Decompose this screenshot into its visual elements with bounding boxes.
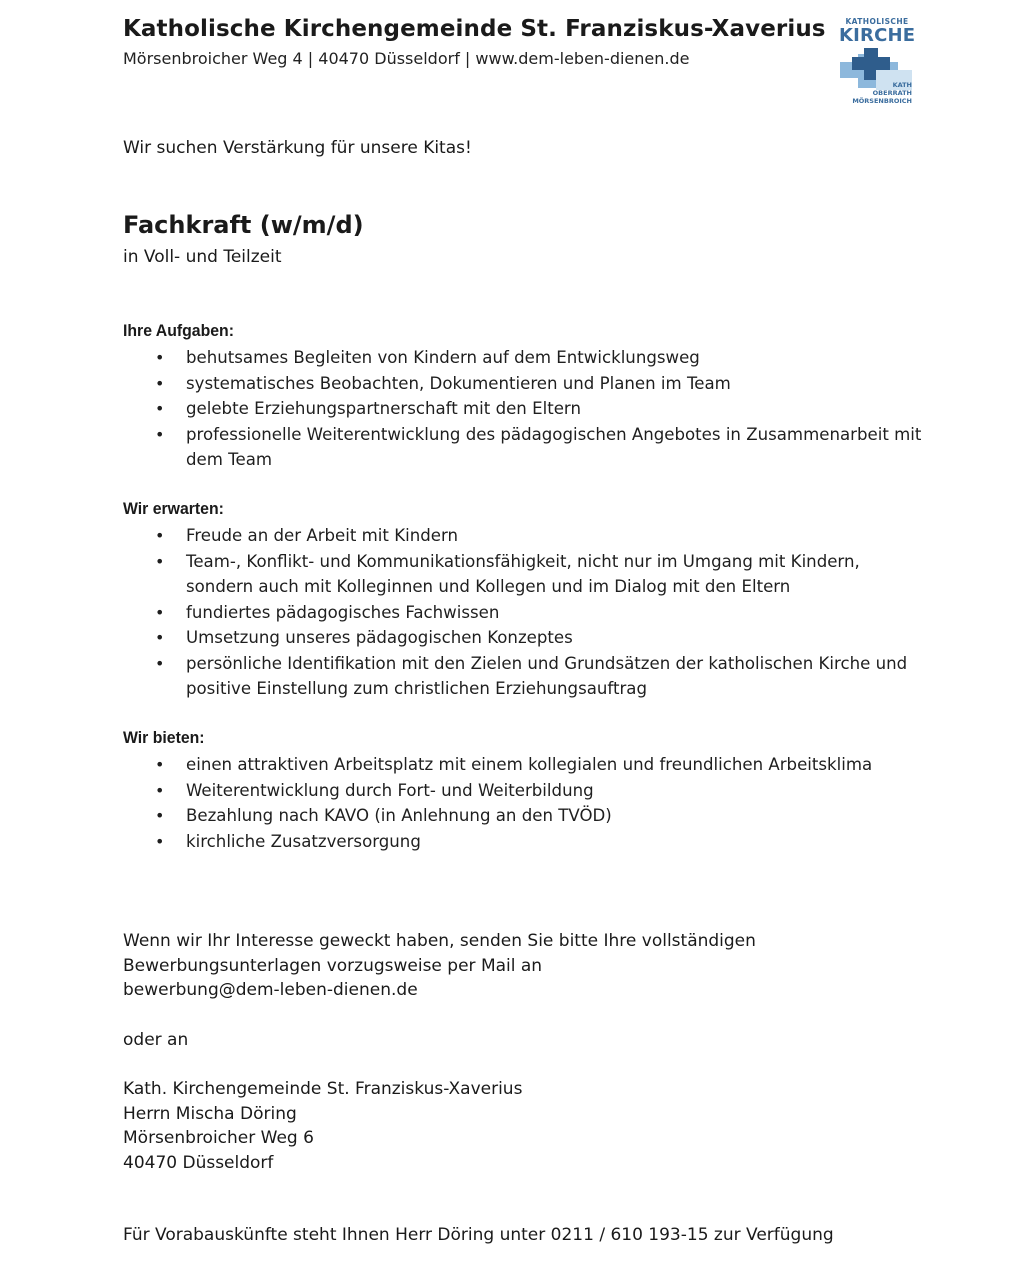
list-item bbox=[123, 523, 923, 549]
list-item-text: fundiertes pädagogisches Fachwissen bbox=[186, 602, 500, 622]
list-item bbox=[123, 778, 923, 804]
bullet-icon: • bbox=[155, 373, 165, 393]
list-item-text: Umsetzung unseres pädagogischen Konzeptes bbox=[186, 628, 573, 647]
bullet-icon: • bbox=[155, 780, 165, 800]
job-subtitle: in Voll- und Teilzeit bbox=[123, 247, 282, 267]
bullet-list bbox=[123, 345, 923, 473]
list-item bbox=[123, 803, 923, 829]
list-item bbox=[123, 600, 923, 626]
list-item bbox=[123, 752, 923, 778]
logo-text-kath: KATH bbox=[892, 81, 912, 89]
list-item bbox=[123, 549, 923, 600]
list-item bbox=[123, 625, 923, 651]
list-item bbox=[123, 829, 923, 855]
contact-line: Bewerbungsunterlagen vorzugsweise per Mail an bbox=[123, 955, 543, 976]
section-offers bbox=[123, 727, 923, 854]
logo-text-moersenbroich: MÖRSENBROICH bbox=[852, 97, 912, 105]
list-item-text: Freude an der Arbeit mit Kindern bbox=[186, 526, 458, 545]
list-item-text: behutsames Begleiten von Kindern auf dem Entwicklungsweg bbox=[186, 348, 700, 367]
section-heading: Wir bieten: bbox=[123, 728, 205, 747]
application-instructions bbox=[123, 929, 756, 1003]
bullet-icon: • bbox=[155, 424, 165, 444]
contact-line: Wenn wir Ihr Interesse geweckt haben, senden Sie bitte Ihre vollständigen bbox=[123, 931, 756, 951]
section-tasks bbox=[123, 320, 923, 473]
intro-text: Wir suchen Verstärkung für unsere Kitas! bbox=[123, 138, 472, 158]
list-item bbox=[123, 396, 923, 422]
list-item-text: professionelle Weiterentwicklung des pädagogischen Angebotes in Zusammenarbeit mit dem Team bbox=[186, 424, 922, 469]
bullet-icon: • bbox=[155, 602, 165, 622]
bullet-icon: • bbox=[155, 653, 165, 673]
list-item bbox=[123, 371, 923, 397]
list-item-text: kirchliche Zusatzversorgung bbox=[186, 831, 421, 851]
list-item bbox=[123, 422, 923, 473]
bullet-icon: • bbox=[155, 806, 165, 825]
list-item-text: Team-, Konflikt- und Kommunikationsfähigkeit, nicht nur im Umgang mit Kindern, sondern auch mit Kolleginnen und Kollegen und im Dialog mit den Eltern bbox=[186, 551, 860, 596]
address-line: Herrn Mischa Döring bbox=[123, 1103, 297, 1124]
section-heading: Ihre Aufgaben: bbox=[123, 321, 234, 340]
list-item-text: einen attraktiven Arbeitsplatz mit einem kollegialen und freundlichen Arbeitsklima bbox=[186, 755, 873, 774]
address-line: 40470 Düsseldorf bbox=[123, 1152, 274, 1173]
logo-text-kirche: KIRCHE bbox=[839, 25, 916, 46]
section-heading: Wir erwarten: bbox=[123, 499, 224, 518]
bullet-icon: • bbox=[155, 526, 165, 545]
section-expectations bbox=[123, 498, 923, 702]
logo-text-katholische: KATHOLISCHE bbox=[845, 17, 909, 26]
bullet-icon: • bbox=[155, 399, 165, 418]
bullet-list bbox=[123, 752, 923, 854]
bullet-icon: • bbox=[155, 831, 165, 851]
logo-parish-text bbox=[852, 81, 912, 105]
job-title: Fachkraft (w/m/d) bbox=[123, 211, 364, 239]
footer-note: Für Vorabauskünfte steht Ihnen Herr Döring unter 0211 / 610 193-15 zur Verfügung bbox=[123, 1225, 834, 1245]
bullet-icon: • bbox=[155, 348, 165, 367]
application-email: bewerbung@dem-leben-dienen.de bbox=[123, 980, 418, 1000]
logo-text-oberrath: OBERRATH bbox=[872, 89, 912, 97]
postal-address bbox=[123, 1077, 522, 1175]
bullet-icon: • bbox=[155, 628, 165, 647]
list-item-text: persönliche Identifikation mit den Zielen und Grundsätzen der katholischen Kirche und positive Einstellung zum christlichen Erziehungsauftrag bbox=[186, 653, 908, 698]
list-item bbox=[123, 651, 923, 702]
church-logo bbox=[836, 16, 916, 112]
organization-name: Katholische Kirchengemeinde St. Franziskus-Xaverius bbox=[123, 16, 826, 42]
bullet-icon: • bbox=[155, 755, 165, 774]
bullet-list bbox=[123, 523, 923, 702]
list-item-text: Weiterentwicklung durch Fort- und Weiterbildung bbox=[186, 780, 594, 800]
bullet-icon: • bbox=[155, 551, 165, 571]
address-line: Mörsenbroicher Weg 6 bbox=[123, 1128, 314, 1148]
organization-address: Mörsenbroicher Weg 4 | 40470 Düsseldorf | www.dem-leben-dienen.de bbox=[123, 49, 690, 68]
list-item-text: Bezahlung nach KAVO (in Anlehnung an den TVÖD) bbox=[186, 806, 612, 825]
address-line: Kath. Kirchengemeinde St. Franziskus-Xaverius bbox=[123, 1079, 523, 1099]
list-item-text: systematisches Beobachten, Dokumentieren und Planen im Team bbox=[186, 373, 731, 393]
list-item bbox=[123, 345, 923, 371]
or-text: oder an bbox=[123, 1030, 189, 1050]
list-item-text: gelebte Erziehungspartnerschaft mit den Eltern bbox=[186, 399, 581, 418]
